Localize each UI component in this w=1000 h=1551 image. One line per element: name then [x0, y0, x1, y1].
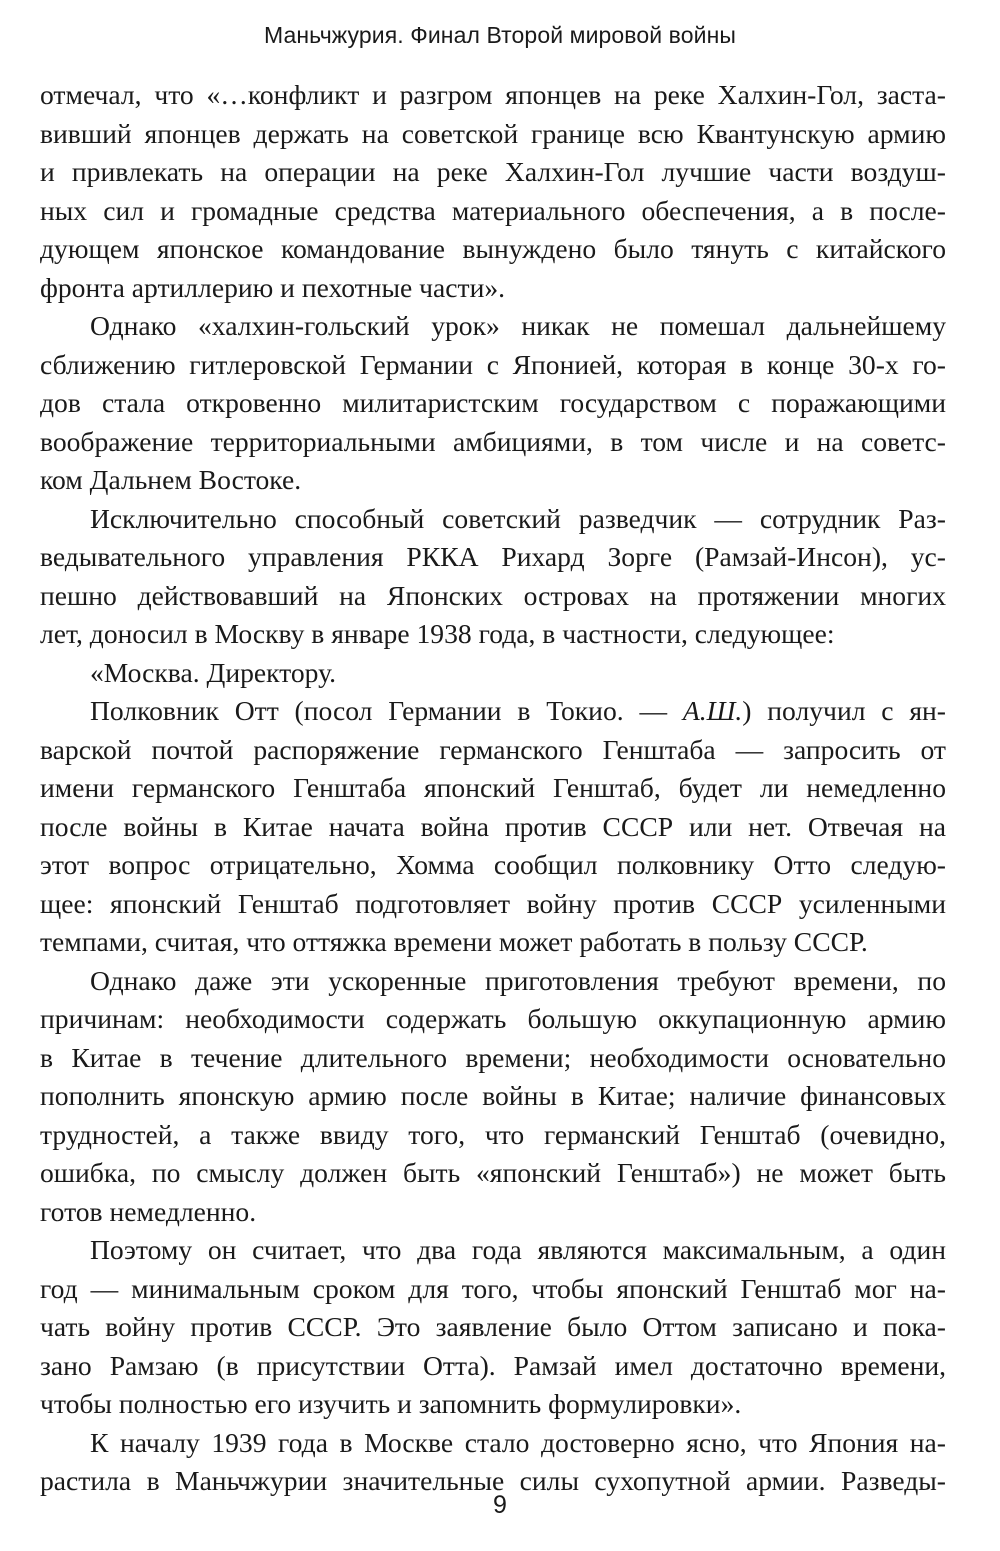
- text-line: и привлекать на операции на реке Халхин-Гол лучшие части воздуш-: [40, 156, 946, 187]
- text-line: растила в Маньчжурии значительные силы сухопутной армии. Разведы-: [40, 1465, 946, 1496]
- text-line: пополнить японскую армию после войны в Китае; наличие финансовых: [40, 1080, 946, 1111]
- text-line: отмечал, что «…конфликт и разгром японцев на реке Халхин-Гол, заста-: [40, 79, 946, 110]
- text-line: Исключительно способный советский разведчик — сотрудник Раз-: [90, 502, 946, 534]
- text-line: Однако «халхин-гольский урок» никак не помешал дальнейшему: [90, 310, 946, 341]
- author-initials: А.Ш.: [682, 695, 743, 726]
- text-line: ком Дальнем Востоке.: [40, 464, 302, 495]
- text-line: готов немедленно.: [40, 1195, 257, 1227]
- text-line: ных сил и громадные средства материального обеспечения, а в после-: [40, 194, 946, 226]
- text-line: чтобы полностью его изучить и запомнить формулировки».: [40, 1388, 742, 1419]
- text-line: этот вопрос отрицательно, Хомма сообщил полковнику Отто следую-: [40, 849, 946, 880]
- paragraph-4: [40, 654, 946, 693]
- text-line: Поэтому он считает, что два года являются максимальным, а один: [90, 1234, 946, 1265]
- text-run: Полковник Отт (посол Германии в Токио. —: [90, 695, 683, 726]
- text-line: причинам: необходимости содержать большую оккупационную армию: [40, 1003, 946, 1034]
- text-line: «Москва. Директору.: [90, 656, 337, 688]
- text-line: сближению гитлеровской Германии с Японией, которая в конце 30-х го-: [40, 348, 946, 380]
- text-line-mixed: [40, 692, 946, 731]
- text-line: имени германского Генштаба японский Генштаб, будет ли немедленно: [40, 772, 946, 803]
- text-line: чать войну против СССР. Это заявление было Оттом записано и пока-: [40, 1311, 946, 1342]
- text-run: ) получил с ян-: [742, 695, 946, 726]
- text-line: зано Рамзаю (в присутствии Отта). Рамзай имел достаточно времени,: [40, 1349, 946, 1381]
- paragraph-2: [40, 307, 946, 500]
- text-line: в Китае в течение длительного времени; необходимости основательно: [40, 1041, 946, 1073]
- text-line: воображение территориальными амбициями, в том числе и на советс-: [40, 425, 946, 457]
- text-line: ведывательного управления РККА Рихард Зорге (Рамзай-Инсон), ус-: [40, 541, 946, 572]
- text-line: вивший японцев держать на советской границе всю Квантунскую армию: [40, 117, 946, 149]
- paragraph-3: [40, 500, 946, 654]
- text-line: год — минимальным сроком для того, чтобы японский Генштаб мог на-: [40, 1272, 946, 1304]
- text-line: щее: японский Генштаб подготовляет войну против СССР усиленными: [40, 887, 946, 919]
- text-line: пешно действовавший на Японских островах на протяжении многих: [40, 579, 946, 611]
- text-line: Однако даже эти ускоренные приготовления требуют времени, по: [90, 964, 946, 996]
- text-line: фронта артиллерию и пехотные части».: [40, 271, 506, 303]
- page-body-text: [40, 76, 946, 1501]
- paragraph-7: [40, 1231, 946, 1424]
- text-line: после войны в Китае начата война против СССР или нет. Отвечая на: [40, 810, 946, 842]
- paragraph-1: [40, 76, 946, 307]
- running-header: Маньчжурия. Финал Второй мировой войны: [263, 22, 737, 48]
- paragraph-5: [40, 692, 946, 962]
- text-line: дующем японское командование вынуждено было тянуть с китайского: [40, 233, 946, 264]
- text-line: лет, доносил в Москву в январе 1938 года, в частности, следующее:: [40, 618, 835, 649]
- text-line: ошибка, по смыслу должен быть «японский Генштаб») не может быть: [40, 1157, 946, 1188]
- text-line: темпами, считая, что оттяжка времени может работать в пользу СССР.: [40, 926, 868, 957]
- text-line: варской почтой распоряжение германского Генштаба — запросить от: [40, 733, 946, 765]
- text-line: дов стала откровенно милитаристским государством с поражающими: [40, 387, 946, 418]
- text-line: трудностей, а также ввиду того, что германский Генштаб (очевидно,: [40, 1118, 946, 1150]
- paragraph-6: [40, 962, 946, 1232]
- text-line: К началу 1939 года в Москве стало достоверно ясно, что Япония на-: [90, 1426, 946, 1458]
- page-number: 9: [493, 1491, 507, 1519]
